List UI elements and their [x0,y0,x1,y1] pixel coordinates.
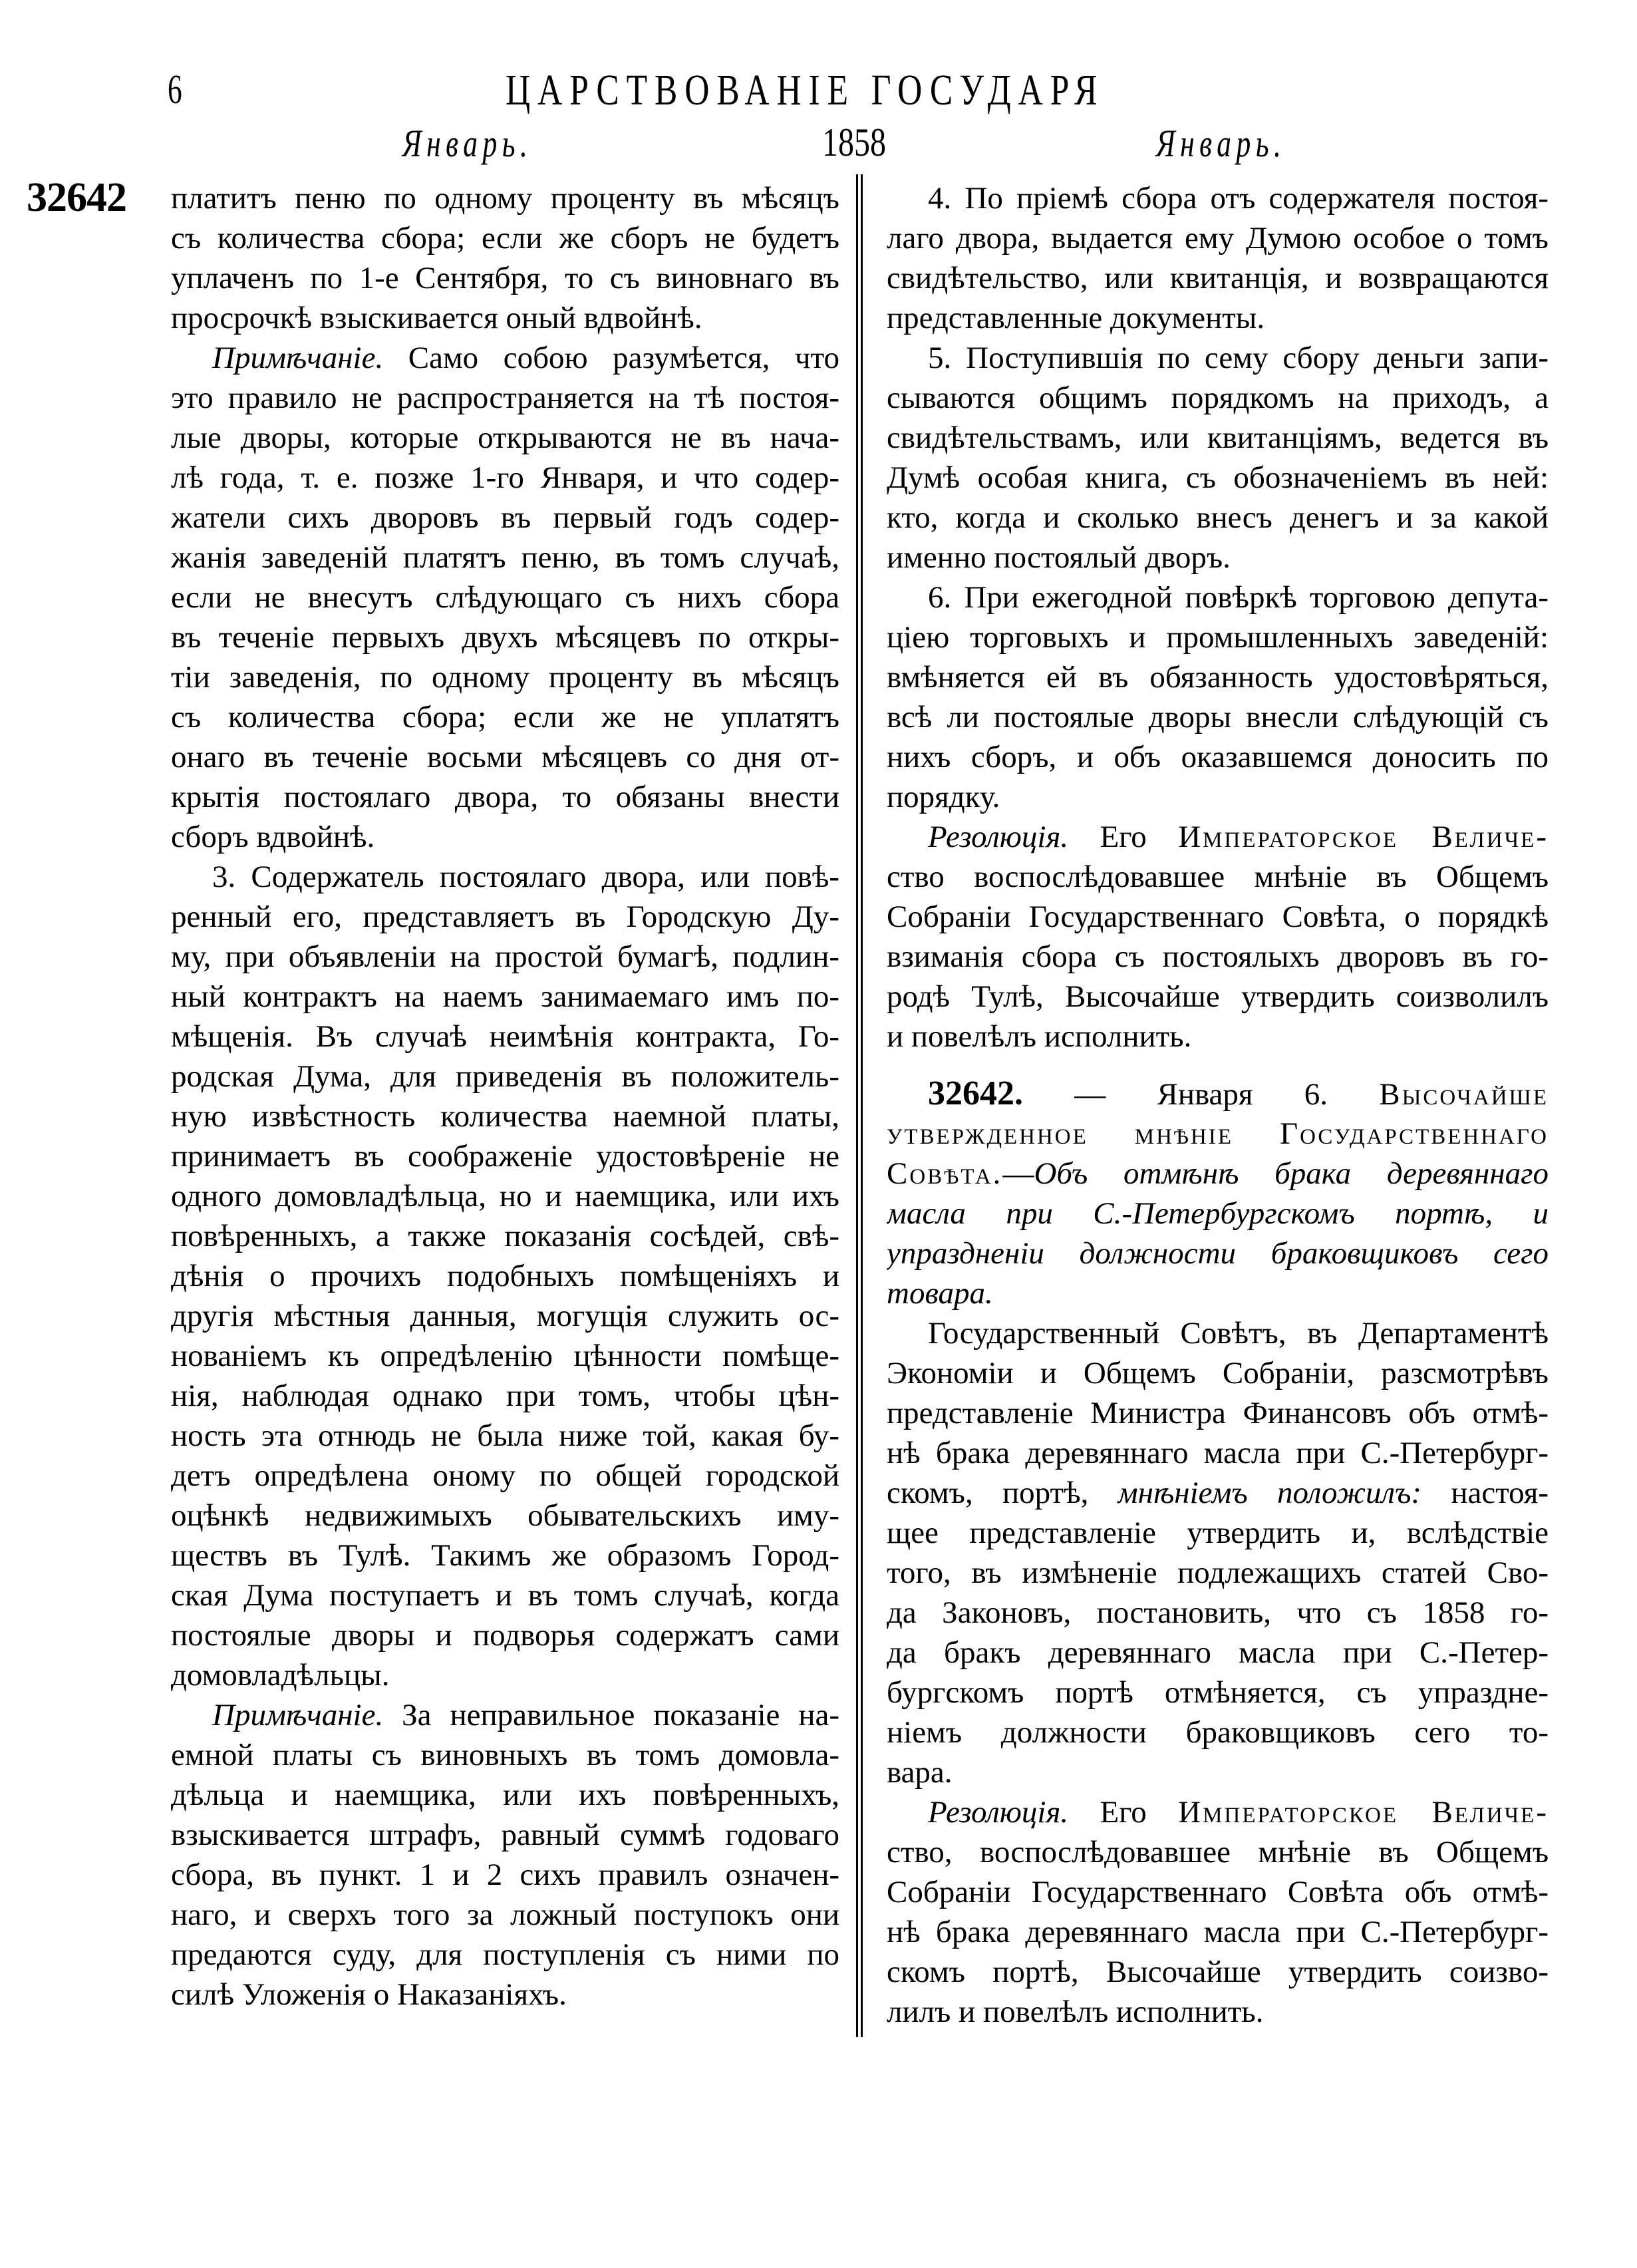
text-run: Экономіи и Общемъ Собраніи, разсмотрѣвъ [887,1356,1549,1390]
text-run: родская Дума, для приведенія въ положитель- [171,1059,839,1094]
text-line [171,1935,839,1975]
text-line [887,1194,1549,1233]
italic-run: Резолюція. [928,820,1069,854]
text-line [887,1633,1549,1673]
text-line [171,1536,839,1575]
text-run: наго, и сверхъ того за ложный поступокъ они [171,1897,839,1932]
italic-run: Примѣчаніе. [212,341,384,375]
text-line [171,1096,839,1136]
text-line [887,697,1549,737]
text-run: предаются суду, для поступленія съ ними по [171,1937,839,1972]
text-line [887,1872,1549,1912]
text-line [171,258,839,298]
month-label-right: Январь. [1156,122,1286,165]
text-run: 6. При ежегодной повѣркѣ торговою депута- [928,580,1549,615]
text-line [887,1273,1549,1313]
text-run: мѣщенія. Въ случаѣ неимѣнія контракта, Го- [171,1019,839,1054]
text-run: онаго въ теченіе восьми мѣсяцевъ со дня от- [171,740,839,774]
text-line [171,1296,839,1336]
text-line [887,338,1549,378]
text-line [887,1553,1549,1593]
text-line [887,1593,1549,1633]
text-line [171,977,839,1017]
text-line [887,378,1549,418]
text-line [887,1433,1549,1473]
text-run: вмѣняется ей въ обязанность удостовѣряться, [887,660,1549,695]
text-line [171,1975,839,2015]
text-run: да бракъ деревяннаго масла при С.-Петер- [887,1635,1549,1670]
text-run: платитъ пеню по одному проценту въ мѣсяцъ [171,181,839,216]
text-run: да Законовъ, постановить, что съ 1858 го- [887,1595,1549,1630]
text-line [887,897,1549,937]
italic-run: Объ отмѣнѣ брака деревяннаго [1034,1156,1549,1191]
text-run: нія, наблюдая однако при томъ, чтобы цѣн- [171,1378,839,1413]
text-line [887,1114,1549,1154]
text-line [171,1496,839,1536]
text-line [887,1752,1549,1792]
text-run: того, въ измѣненіе подлежащихъ статей Сво- [887,1555,1549,1590]
text-line [171,1176,839,1216]
text-run: порядку. [887,780,1000,814]
text-line [887,1154,1549,1194]
right-text-column [887,178,1549,2032]
text-line [171,1416,839,1456]
text-line [887,777,1549,817]
text-line [171,1136,839,1176]
text-line [171,1336,839,1376]
text-run: представленные документы. [887,301,1265,335]
text-run: дѣльца и наемщика, или ихъ повѣренныхъ, [171,1778,839,1812]
article-number: 32642. [928,1074,1023,1112]
text-run: всѣ ли постоялые дворы внесли слѣдующій съ [887,700,1549,734]
text-run: свидѣтельствамъ, или квитанціямъ, ведется въ [887,420,1549,455]
text-line [171,897,839,937]
text-run: ный контрактъ на наемъ занимаемаго имъ по- [171,979,839,1014]
text-run: му, при объявленіи на простой бумагѣ, подлин- [171,939,839,974]
italic-run: товара. [887,1276,993,1311]
italic-run: Примѣчаніе. [212,1698,384,1732]
text-run: принимаетъ въ соображеніе удостовѣреніе не [171,1139,839,1174]
text-line [171,1655,839,1695]
text-line [887,258,1549,298]
text-run: Государственный Совѣтъ, въ Департаментѣ [928,1316,1549,1351]
page-number: 6 [168,67,182,112]
text-run: ную извѣстность количества наемной платы, [171,1099,839,1134]
text-run: повѣренныхъ, а также показанія сосѣдей, свѣ- [171,1219,839,1253]
text-run: вара. [887,1755,953,1790]
text-line [887,1473,1549,1513]
text-line [887,1393,1549,1433]
text-line [887,657,1549,697]
text-line [171,498,839,538]
text-run: — [1002,1156,1034,1191]
text-run: ство, воспослѣдовавшее мнѣніе въ Общемъ [887,1835,1549,1869]
text-line [171,1575,839,1615]
text-run: нѣ брака деревяннаго масла при С.-Петербург- [887,1915,1549,1949]
text-line [887,1313,1549,1353]
text-line [171,1017,839,1056]
small-caps-run: утвержденное мнѣніе Государственнаго [887,1116,1549,1151]
text-run: детъ опредѣлена оному по общей городской [171,1458,839,1493]
italic-run: упраздненіи должности браковщиковъ сего [887,1236,1549,1271]
text-line [171,617,839,657]
article-heading [887,1074,1549,1114]
text-run: именно постоялый дворъ. [887,540,1231,575]
text-run: если не внесутъ слѣдующаго съ нихъ сбора [171,580,839,615]
text-run: ніемъ должности браковщиковъ сего то- [887,1715,1549,1750]
text-line [171,657,839,697]
text-run: родѣ Тулѣ, Высочайше утвердить соизволилъ [887,979,1549,1014]
text-line [171,178,839,218]
text-run: — Января 6. [1023,1077,1380,1112]
text-line [887,857,1549,897]
text-line [171,697,839,737]
text-run: За неправильное показаніе на- [383,1698,839,1732]
text-run: силѣ Уложенія о Наказаніяхъ. [171,1977,567,2012]
italic-run: мнѣніемъ положилъ: [1117,1476,1422,1510]
text-run: нихъ сборъ, и объ оказавшемся доносить по [887,740,1549,774]
text-line [887,817,1549,857]
text-line [887,418,1549,458]
text-run: щее представленіе утвердить и, вслѣдствіе [887,1516,1549,1550]
text-run: одного домовладѣльца, но и наемщика, или ихъ [171,1179,839,1214]
text-line [887,1912,1549,1952]
small-caps-run: Высочайше [1379,1077,1549,1112]
text-line [887,1353,1549,1393]
text-run: представленіе Министра Финансовъ объ отмѣ- [887,1396,1549,1430]
text-run: 3. Содержатель постоялаго двора, или повѣ- [212,860,839,894]
text-run: ціею торговыхъ и промышленныхъ заведеній: [887,620,1549,655]
text-run: ренный его, представляетъ въ Городскую Ду- [171,899,839,934]
text-line [887,1992,1549,2032]
text-run: ществъ въ Тулѣ. Такимъ же образомъ Город- [171,1538,839,1573]
month-label-left: Январь. [402,122,533,165]
text-line [887,1952,1549,1992]
text-line [887,1513,1549,1553]
small-caps-run: Императорское Величе- [1178,820,1549,854]
margin-article-number: 32642 [27,175,126,220]
text-run: сываются общимъ порядкомъ на приходъ, а [887,381,1549,415]
text-run: ность эта отнюдь не была ниже той, какая бу- [171,1418,839,1453]
text-line [171,1775,839,1815]
text-line [887,1017,1549,1056]
text-line [887,498,1549,538]
text-run: ская Дума поступаетъ и въ томъ случаѣ, когда [171,1578,839,1613]
text-line [887,1673,1549,1712]
text-line [171,1456,839,1496]
text-run: бургскомъ портѣ отмѣняется, съ упраздне- [887,1675,1549,1710]
text-run: взыскивается штрафъ, равный суммѣ годоваго [171,1818,839,1852]
text-run: настоя- [1421,1476,1549,1510]
text-run: скомъ портѣ, Высочайше утвердить соизво- [887,1955,1549,1989]
text-line [171,737,839,777]
text-run: съ количества сбора; если же сборъ не будетъ [171,221,839,255]
text-run: нованіемъ къ опредѣленію цѣнности помѣще- [171,1339,839,1373]
text-run: лые дворы, которые открываются не въ нача- [171,420,839,455]
text-run: постоялые дворы и подворья содержатъ сами [171,1618,839,1653]
text-line [887,298,1549,338]
text-run: сборъ вдвойнѣ. [171,820,375,854]
text-line [171,1615,839,1655]
column-divider [856,174,863,2037]
text-line [887,178,1549,218]
text-line [887,937,1549,977]
text-run: лѣ года, т. е. позже 1-го Января, и что содер- [171,460,839,495]
text-run: 5. Поступившія по сему сбору деньги запи- [928,341,1549,375]
text-line [171,1376,839,1416]
text-line [171,1056,839,1096]
text-run: взиманія сбора съ постоялыхъ дворовъ въ го- [887,939,1549,974]
text-run: Думѣ особая книга, съ обозначеніемъ въ ней: [887,460,1549,495]
italic-run: масла при С.-Петербургскомъ портѣ, и [887,1196,1549,1231]
text-line [171,218,839,258]
text-line [171,1855,839,1895]
text-run: лилъ и повелѣлъ исполнить. [887,1995,1264,2029]
text-line [171,817,839,857]
text-run: другія мѣстныя данныя, могущія служить ос- [171,1299,839,1333]
text-run: крытія постоялаго двора, то обязаны внести [171,780,839,814]
text-line [887,218,1549,258]
text-line [171,378,839,418]
text-run: сбора, въ пункт. 1 и 2 сихъ правилъ означен- [171,1858,839,1892]
text-line [171,458,839,498]
text-run: жатели сихъ дворовъ въ первый годъ содер- [171,500,839,535]
text-line [171,1256,839,1296]
text-run: 4. По пріемѣ сбора отъ содержателя постоя- [928,181,1549,216]
small-caps-run: Совѣта. [887,1156,1003,1191]
text-run: дѣнія о прочихъ подобныхъ помѣщеніяхъ и [171,1259,839,1293]
text-line [171,1695,839,1735]
text-line [171,857,839,897]
text-run: скомъ, портѣ, [887,1476,1118,1510]
text-line [171,937,839,977]
text-run: просрочкѣ взыскивается оный вдвойнѣ. [171,301,702,335]
text-run: Его [1068,820,1179,854]
text-run: кто, когда и сколько внесъ денегъ и за какой [887,500,1549,535]
text-line [887,1832,1549,1872]
text-line [887,538,1549,577]
text-run: лаго двора, выдается ему Думою особое о томъ [887,221,1549,255]
text-line [171,418,839,458]
text-line [171,538,839,577]
text-run: уплаченъ по 1-е Сентября, то съ виновнаго въ [171,261,839,295]
text-line [171,1815,839,1855]
small-caps-run: Императорское Величе- [1178,1795,1549,1830]
italic-run: Резолюція. [928,1795,1069,1830]
running-title: ЦАРСТВОВАНІЕ ГОСУДАРЯ [506,66,1105,114]
text-line [171,1216,839,1256]
text-line [171,338,839,378]
text-run: и повелѣлъ исполнить. [887,1019,1192,1054]
text-line [887,577,1549,617]
text-line [171,577,839,617]
text-run: Его [1068,1795,1179,1830]
text-run: нѣ брака деревяннаго масла при С.-Петербург- [887,1436,1549,1470]
year-label: 1858 [822,120,886,164]
text-run: домовладѣльцы. [171,1658,390,1693]
text-line [171,1735,839,1775]
text-line [171,298,839,338]
text-run: съ количества сбора; если же не уплатятъ [171,700,839,734]
text-line [887,1792,1549,1832]
text-run: ство воспослѣдовавшее мнѣніе въ Общемъ [887,860,1549,894]
text-line [887,617,1549,657]
text-line [171,1895,839,1935]
text-run: жанія заведеній платятъ пеню, въ томъ случаѣ, [171,540,839,575]
text-line [887,977,1549,1017]
text-run: тіи заведенія, по одному проценту въ мѣсяцъ [171,660,839,695]
text-run: свидѣтельство, или квитанція, и возвращаются [887,261,1549,295]
text-run: Собраніи Государственнаго Совѣта, о порядкѣ [887,899,1549,934]
text-run: оцѣнкѣ недвижимыхъ обывательскихъ иму- [171,1498,839,1533]
left-text-column [171,178,839,2015]
text-run: въ теченіе первыхъ двухъ мѣсяцевъ по откры- [171,620,839,655]
text-run: Само собою разумѣется, что [383,341,839,375]
text-line [887,1233,1549,1273]
text-line [887,458,1549,498]
text-run: емной платы съ виновныхъ въ томъ домовла- [171,1738,839,1772]
text-run: это правило не распространяется на тѣ постоя- [171,381,839,415]
text-line [887,1712,1549,1752]
text-line [887,737,1549,777]
text-line [171,777,839,817]
text-run: Собраніи Государственнаго Совѣта объ отмѣ- [887,1875,1549,1909]
